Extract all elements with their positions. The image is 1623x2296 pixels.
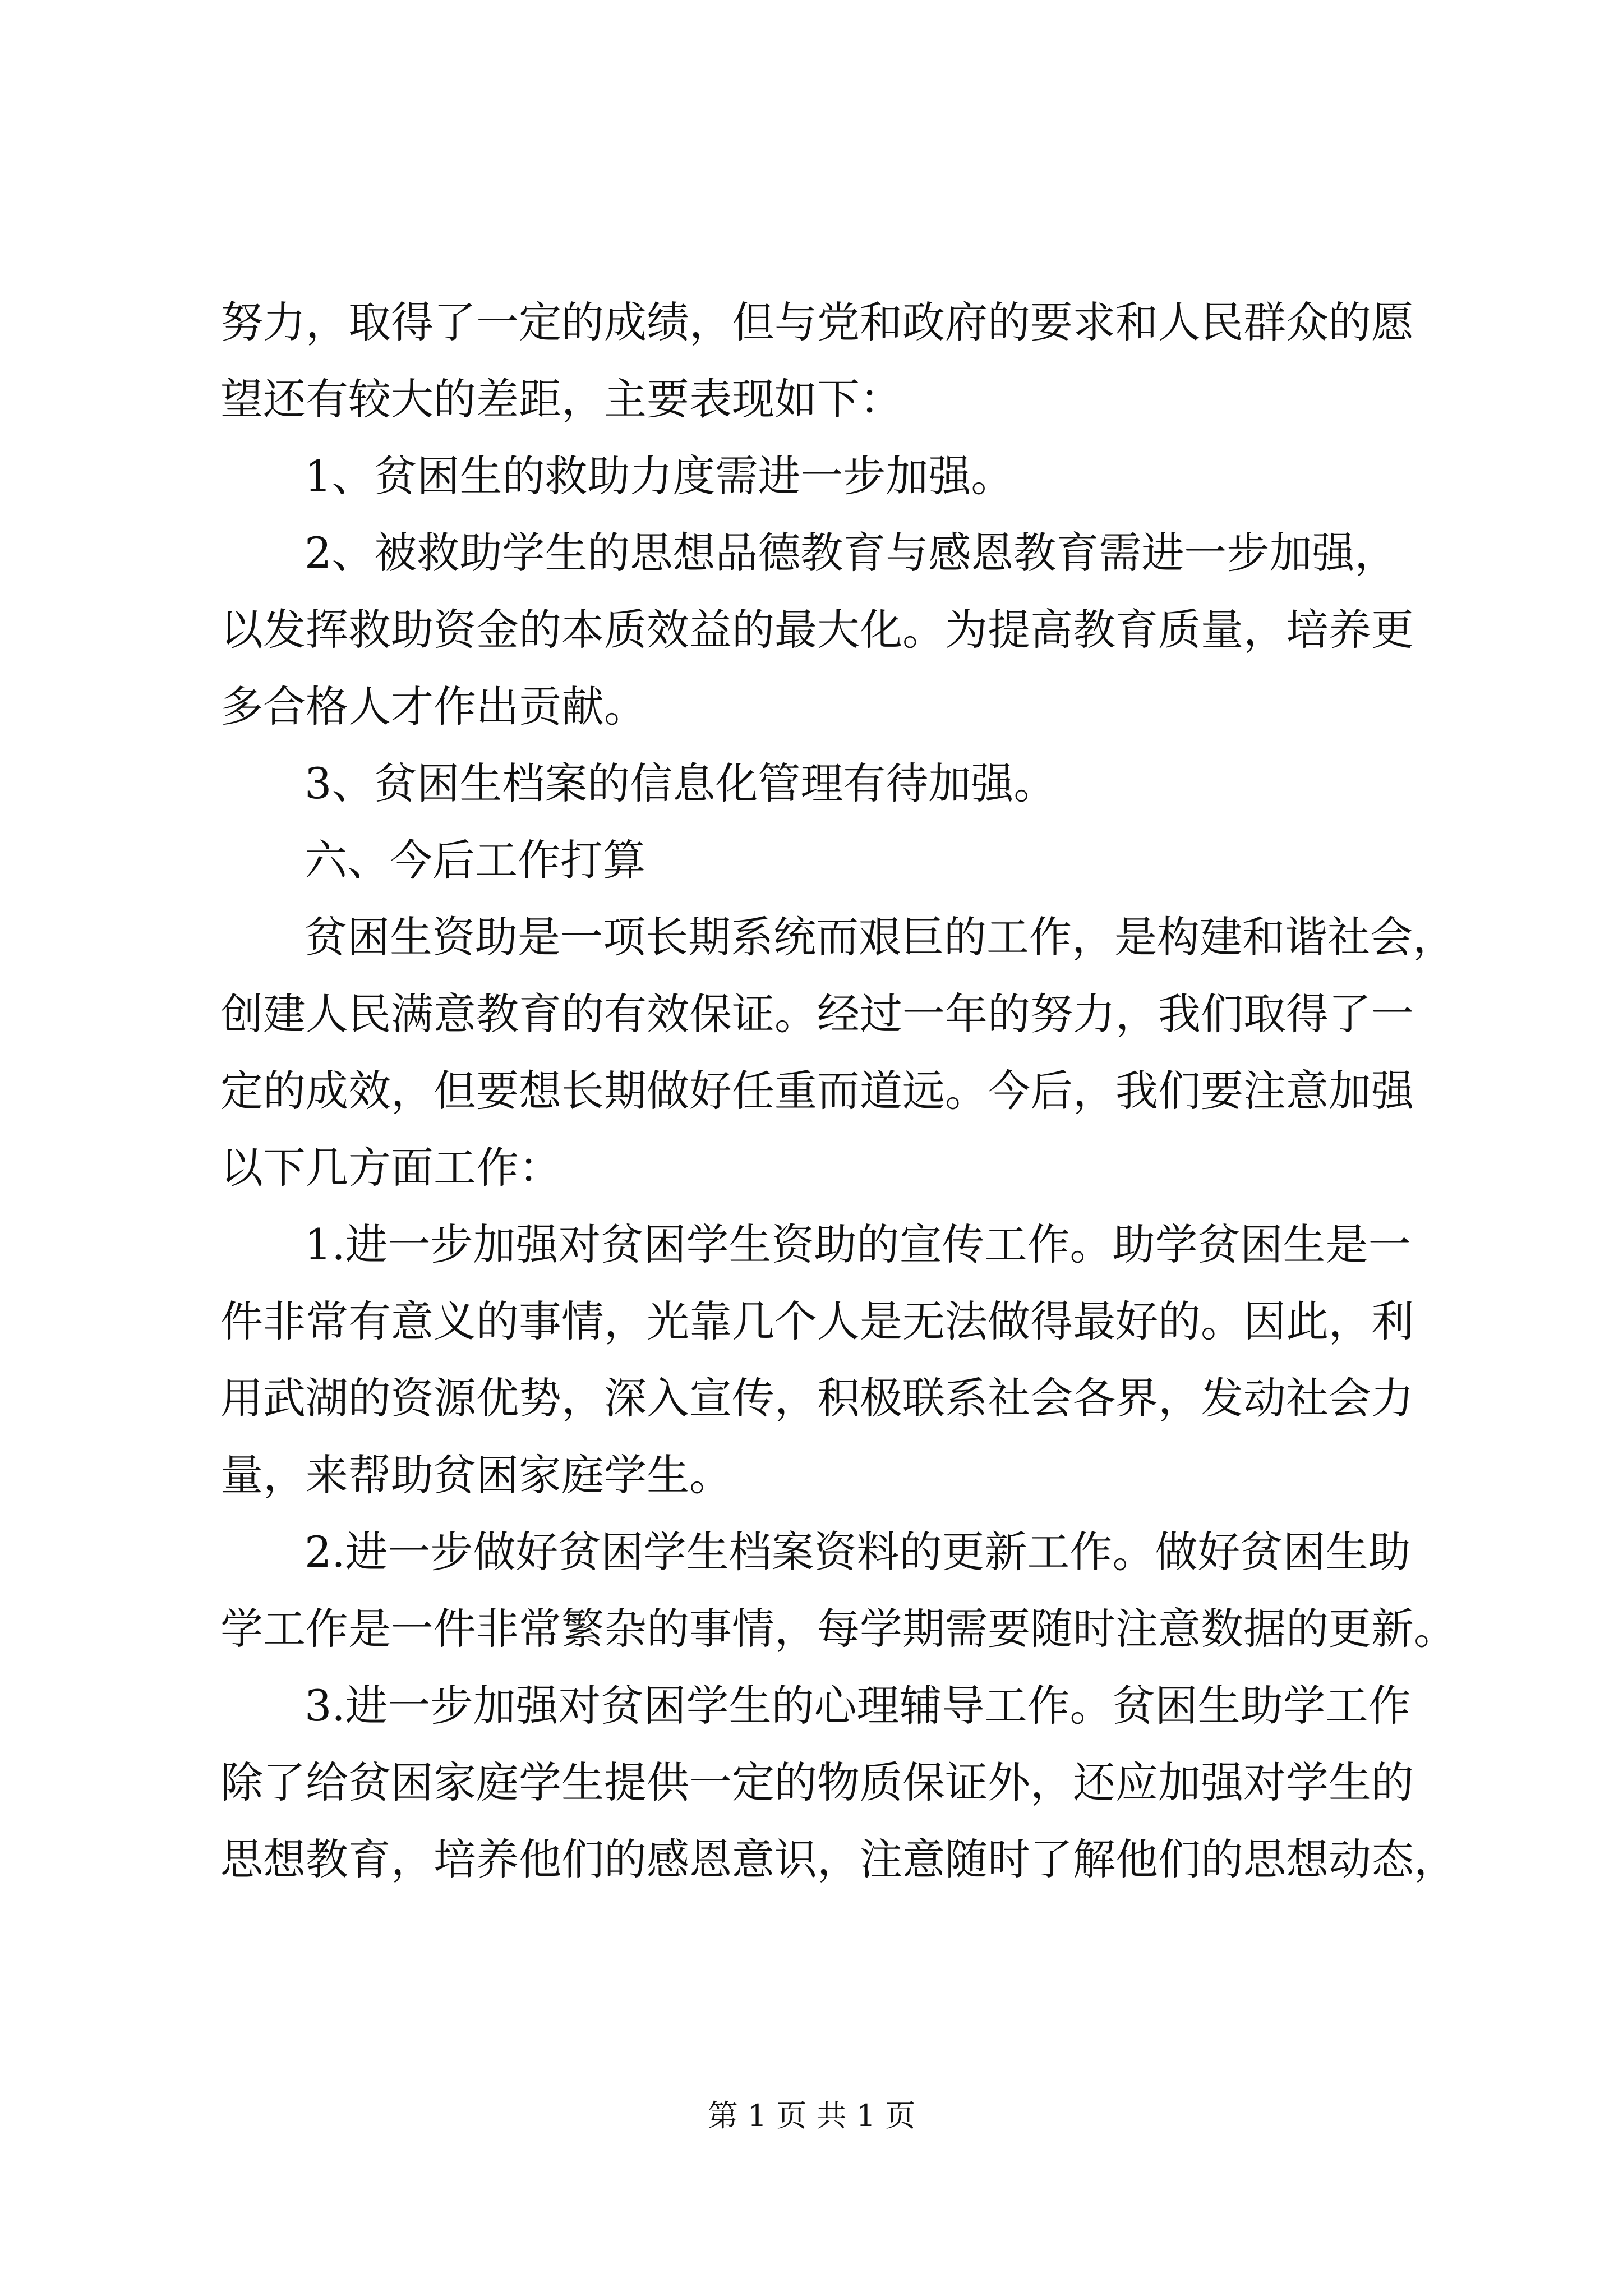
list-item-1: 1、贫困生的救助力度需进一步加强。 [305, 451, 1014, 501]
plan-item-1: 1.进一步加强对贫困学生资助的宣传工作。助学贫困生是一 [305, 1220, 1411, 1269]
plan-item-3: 3.进一步加强对贫困学生的心理辅导工作。贫困生助学工作 [305, 1681, 1411, 1731]
paragraph-line: 件非常有意义的事情，光靠几个人是无法做得最好的。因此，利 [220, 1296, 1414, 1346]
paragraph-line: 以发挥救助资金的本质效益的最大化。为提高教育质量，培养更 [220, 605, 1414, 655]
paragraph-line: 创建人民满意教育的有效保证。经过一年的努力，我们取得了一 [220, 989, 1414, 1039]
paragraph-line: 除了给贫困家庭学生提供一定的物质保证外，还应加强对学生的 [220, 1757, 1414, 1807]
paragraph-line: 思想教育，培养他们的感恩意识，注意随时了解他们的思想动态， [220, 1834, 1456, 1884]
paragraph-line: 定的成效，但要想长期做好任重而道远。今后，我们要注意加强 [220, 1066, 1414, 1116]
paragraph-line: 多合格人才作出贡献。 [220, 682, 647, 731]
paragraph-line: 用武湖的资源优势，深入宣传，积极联系社会各界，发动社会力 [220, 1373, 1414, 1423]
paragraph-line: 以下几方面工作： [220, 1143, 561, 1193]
page-footer: 第 1 页 共 1 页 [707, 2098, 916, 2133]
list-item-3: 3、贫困生档案的信息化管理有待加强。 [305, 758, 1057, 808]
section-heading: 六、今后工作打算 [305, 835, 645, 885]
paragraph-line: 努力，取得了一定的成绩，但与党和政府的要求和人民群众的愿 [220, 297, 1414, 347]
plan-item-2: 2.进一步做好贫困学生档案资料的更新工作。做好贫困生助 [305, 1527, 1411, 1577]
paragraph-line: 望还有较大的差距，主要表现如下： [220, 374, 902, 424]
list-item-2: 2、被救助学生的思想品德教育与感恩教育需进一步加强， [305, 528, 1398, 578]
paragraph-line: 学工作是一件非常繁杂的事情，每学期需要随时注意数据的更新。 [220, 1604, 1456, 1654]
paragraph-line: 贫困生资助是一项长期系统而艰巨的工作，是构建和谐社会， [305, 912, 1455, 962]
paragraph-line: 量，来帮助贫困家庭学生。 [220, 1450, 732, 1500]
